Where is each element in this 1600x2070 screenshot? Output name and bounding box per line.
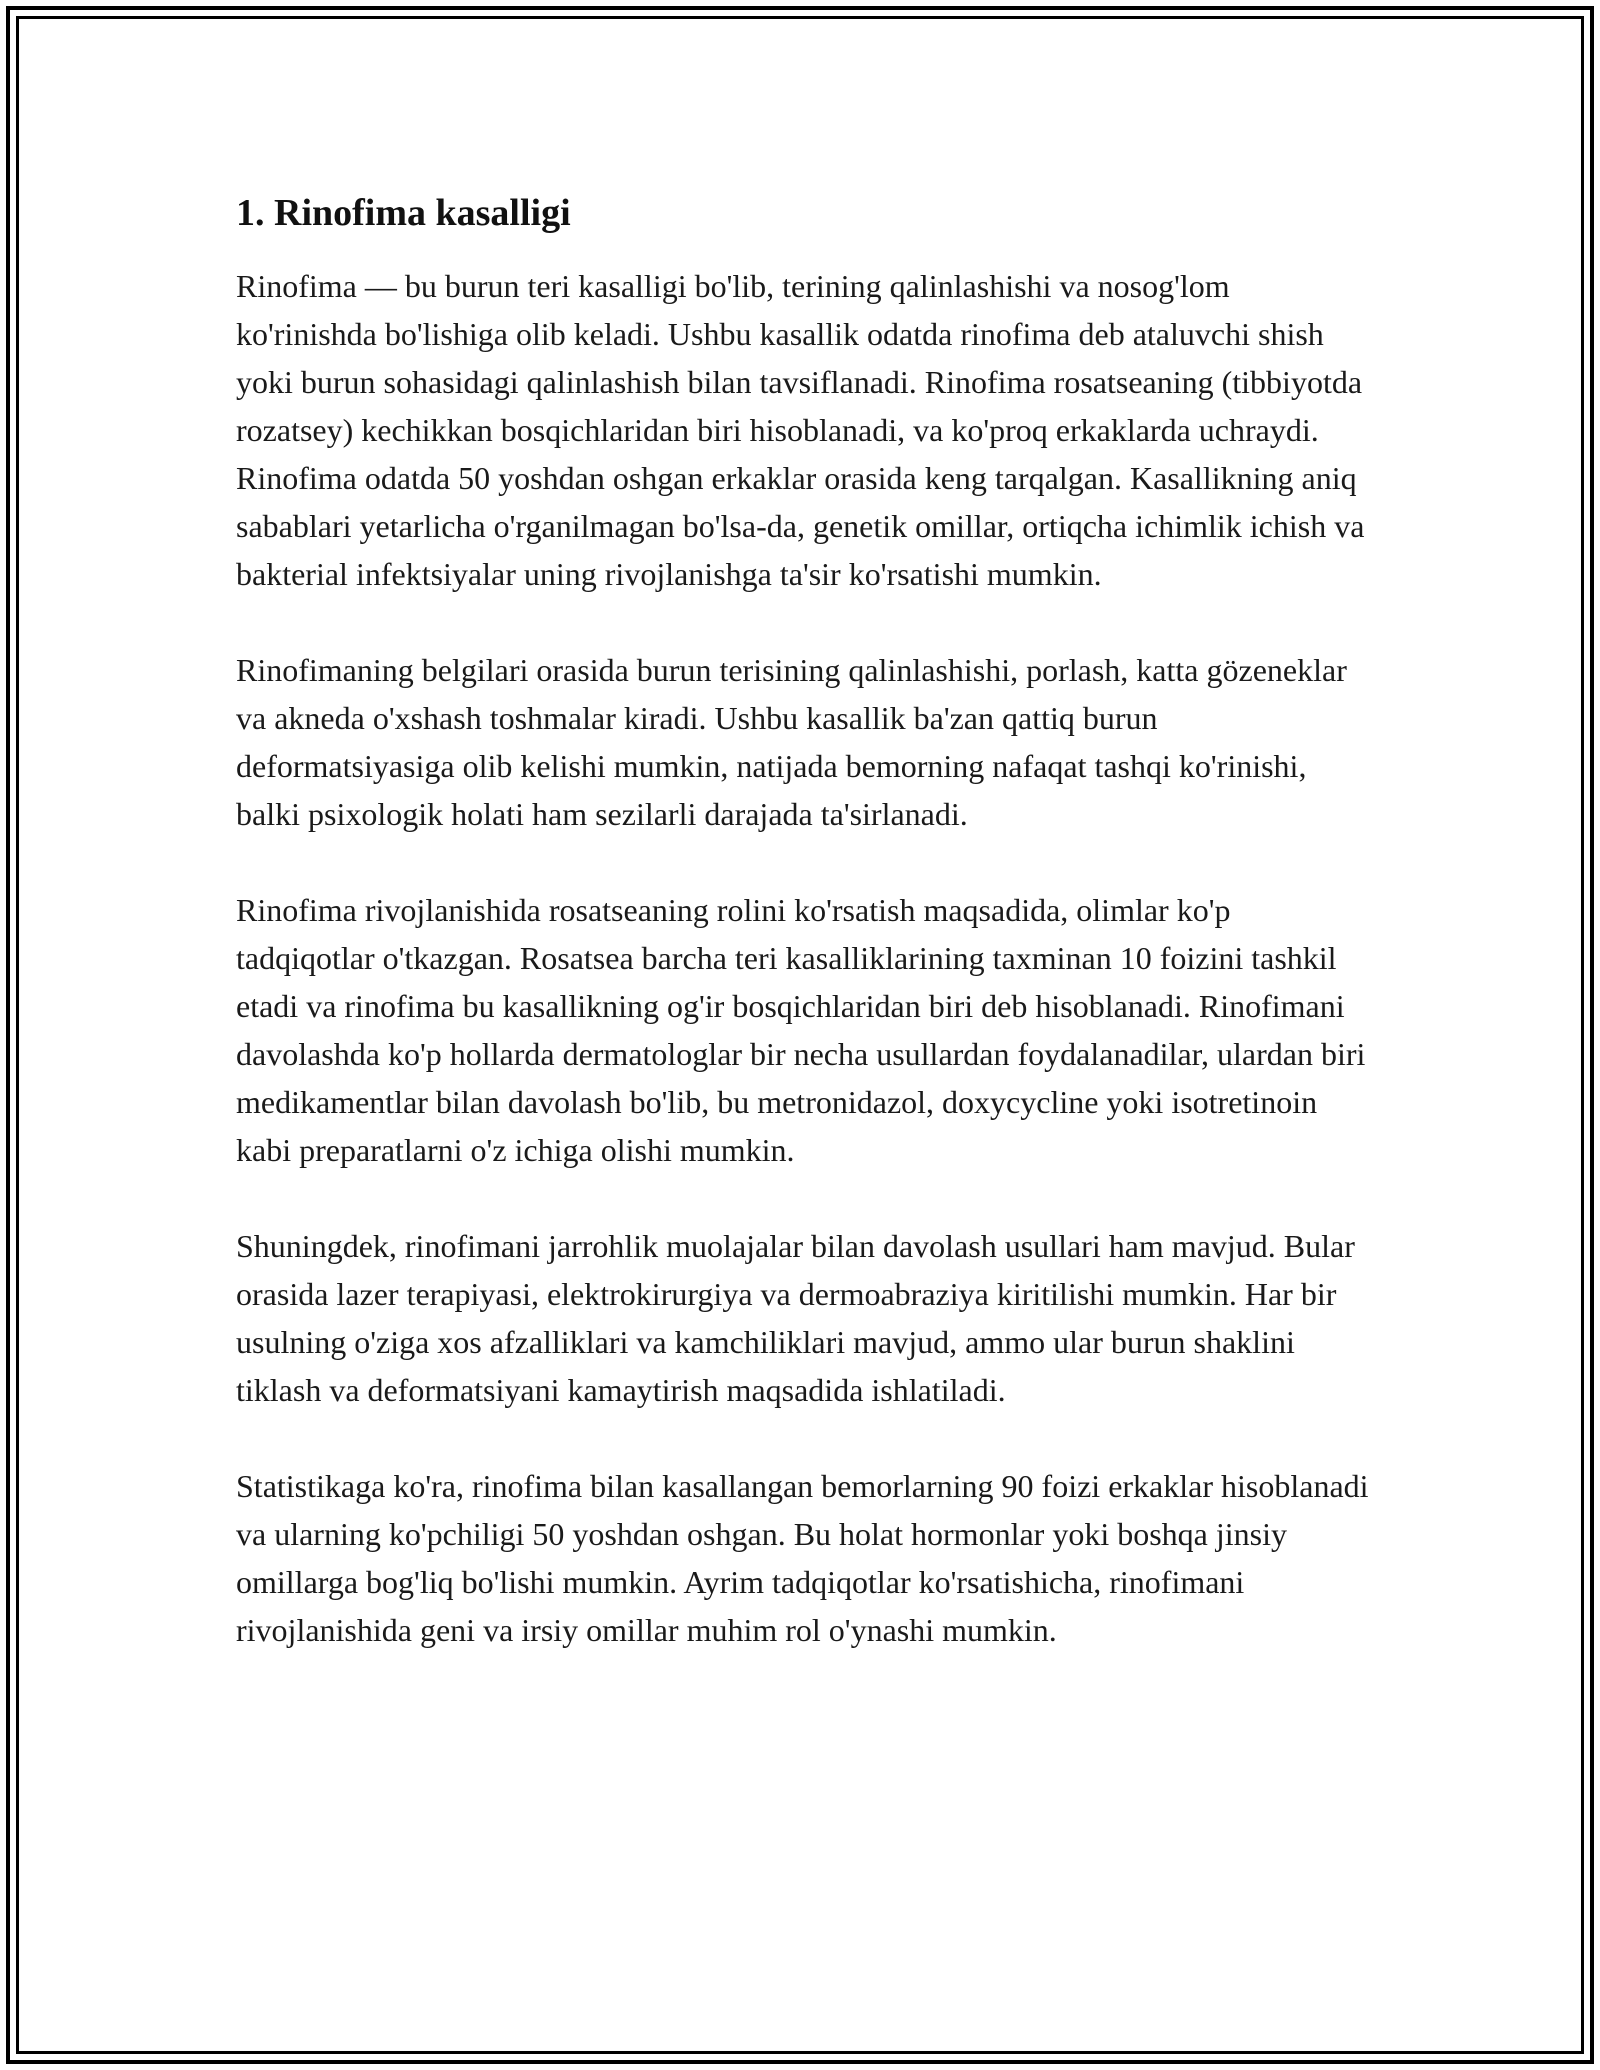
paragraph-1: Rinofima — bu burun teri kasalligi bo'lib, terining qalinlashishi va nosog'lom ko'rinishda bo'lishiga olib keladi. Ushbu kasallik odatda rinofima deb ataluvchi shish yoki burun sohasidagi qalinlashish bilan tavsiflanadi. Rinofima rosatseaning (tibbiyotda rozatsey) kechikkan bosqichlaridan biri hisoblanadi, va ko'proq erkaklarda uchraydi. Rinofima odatda 50 yoshdan oshgan erkaklar orasida keng tarqalgan. Kasallikning aniq sabablari yetarlicha o'rganilmagan bo'lsa-da, genetik omillar, ortiqcha ichimlik ichish va bakterial infektsiyalar uning rivojlanishga ta'sir ko'rsatishi mumkin.	[236, 268, 1365, 592]
paragraph-4: Shuningdek, rinofimani jarrohlik muolajalar bilan davolash usullari ham mavjud. Bular orasida lazer terapiyasi, elektrokirurgiya va dermoabraziya kiritilishi mumkin. Har bir usulning o'ziga xos afzalliklari va kamchiliklari mavjud, ammo ular burun shaklini tiklash va deformatsiyani kamaytirish maqsadida ishlatiladi.	[236, 1228, 1355, 1408]
paragraph-5: Statistikaga ko'ra, rinofima bilan kasallangan bemorlarning 90 foizi erkaklar hisoblanadi va ularning ko'pchiligi 50 yoshdan oshgan. Bu holat hormonlar yoki boshqa jinsiy omillarga bog'liq bo'lishi mumkin. Ayrim tadqiqotlar ko'rsatishicha, rinofimani rivojlanishida geni va irsiy omillar muhim rol o'ynashi mumkin.	[236, 1468, 1369, 1648]
document-body	[236, 186, 1376, 1702]
paragraph-2: Rinofimaning belgilari orasida burun terisining qalinlashishi, porlash, katta gözeneklar va akneda o'xshash toshmalar kiradi. Ushbu kasallik ba'zan qattiq burun deformatsiyasiga olib kelishi mumkin, natijada bemorning nafaqat tashqi ko'rinishi, balki psixologik holati ham sezilarli darajada ta'sirlanadi.	[236, 652, 1347, 832]
section-heading: 1. Rinofima kasalligi	[236, 192, 571, 234]
paragraph-3: Rinofima rivojlanishida rosatseaning rolini ko'rsatish maqsadida, olimlar ko'p tadqiqotlar o'tkazgan. Rosatsea barcha teri kasalliklarining taxminan 10 foizini tashkil etadi va rinofima bu kasallikning og'ir bosqichlaridan biri deb hisoblanadi. Rinofimani davolashda ko'p hollarda dermatologlar bir necha usullardan foydalanadilar, ulardan biri medikamentlar bilan davolash bo'lib, bu metronidazol, doxycycline yoki isotretinoin kabi preparatlarni o'z ichiga olishi mumkin.	[236, 892, 1366, 1168]
